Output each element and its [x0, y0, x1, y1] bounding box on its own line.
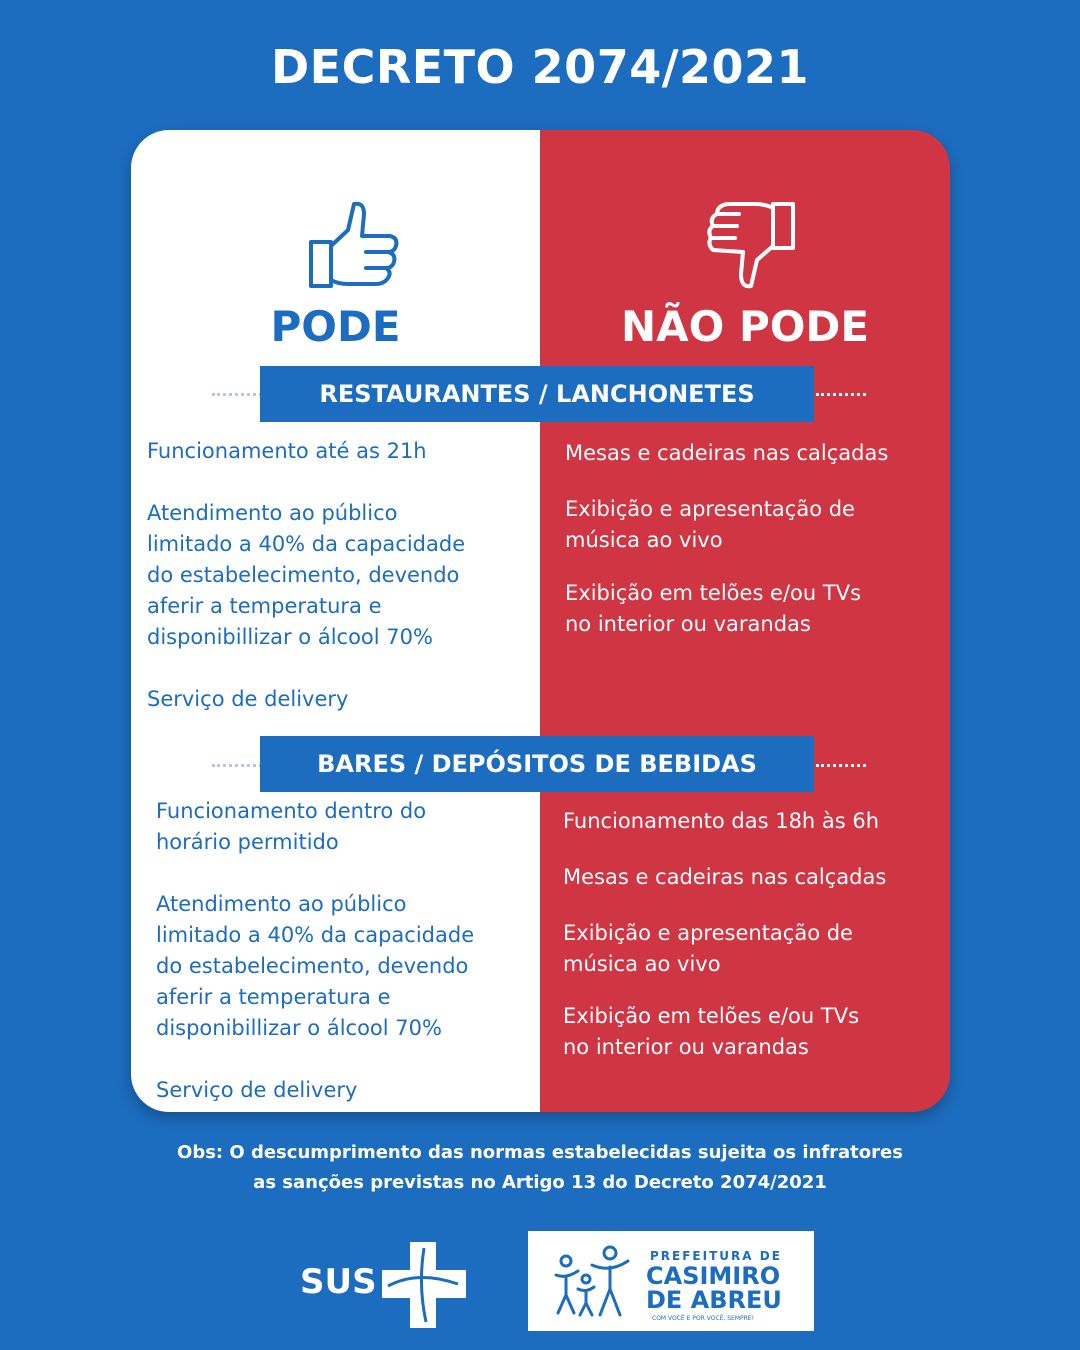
allowed-heading: PODE [270, 302, 401, 351]
allowed-item: Funcionamento dentro do horário permitido [156, 799, 427, 854]
allowed-item: Serviço de delivery [147, 687, 349, 711]
prefeitura-line1: PREFEITURA DE [650, 1249, 782, 1263]
forbidden-item: Exibição em telões e/ou TVs no interior ou varandas [563, 1004, 860, 1059]
section-heading: RESTAURANTES / LANCHONETES [260, 366, 814, 422]
forbidden-item: Exibição em telões e/ou TVs no interior ou varandas [565, 581, 862, 636]
sus-logo-text: SUS [300, 1262, 377, 1302]
forbidden-item: Mesas e cadeiras nas calçadas [563, 865, 887, 889]
prefeitura-slogan: COM VOCÊ E POR VOCÊ, SEMPRE! [652, 1315, 754, 1322]
section-heading: BARES / DEPÓSITOS DE BEBIDAS [260, 736, 814, 792]
people-figures-icon [552, 1245, 634, 1319]
thumbs-down-icon [705, 200, 797, 292]
legal-note-line: as sanções previstas no Artigo 13 do Decreto 2074/2021 [253, 1172, 827, 1193]
sus-cross-icon [378, 1240, 468, 1330]
forbidden-item: Mesas e cadeiras nas calçadas [565, 441, 889, 465]
divider-dots [212, 764, 262, 767]
forbidden-item: Exibição e apresentação de música ao vivo [563, 921, 853, 976]
forbidden-heading: NÃO PODE [620, 302, 870, 351]
forbidden-item: Exibição e apresentação de música ao vivo [565, 497, 855, 552]
prefeitura-line2: CASIMIRO [646, 1262, 781, 1290]
legal-note-line: Obs: O descumprimento das normas estabelecidas sujeita os infratores [177, 1142, 903, 1163]
forbidden-item: Funcionamento das 18h às 6h [563, 809, 880, 833]
divider-dots [816, 764, 866, 767]
sus-logo [300, 1240, 470, 1330]
allowed-item: Atendimento ao público limitado a 40% da capacidade do estabelecimento, devendo aferir a temperatura e disponibillizar o álcool 70% [156, 892, 475, 1040]
allowed-item: Atendimento ao público limitado a 40% da capacidade do estabelecimento, devendo aferir a temperatura e disponibillizar o álcool 70% [147, 501, 466, 649]
thumbs-up-icon [308, 200, 400, 290]
divider-dots [816, 393, 866, 396]
divider-dots [212, 393, 262, 396]
page-title: DECRETO 2074/2021 [270, 40, 810, 94]
allowed-item: Funcionamento até as 21h [147, 439, 427, 463]
legal-note [0, 1138, 1080, 1198]
allowed-item: Serviço de delivery [156, 1078, 358, 1102]
prefeitura-line3: DE ABREU [646, 1286, 782, 1314]
prefeitura-logo [528, 1231, 814, 1331]
